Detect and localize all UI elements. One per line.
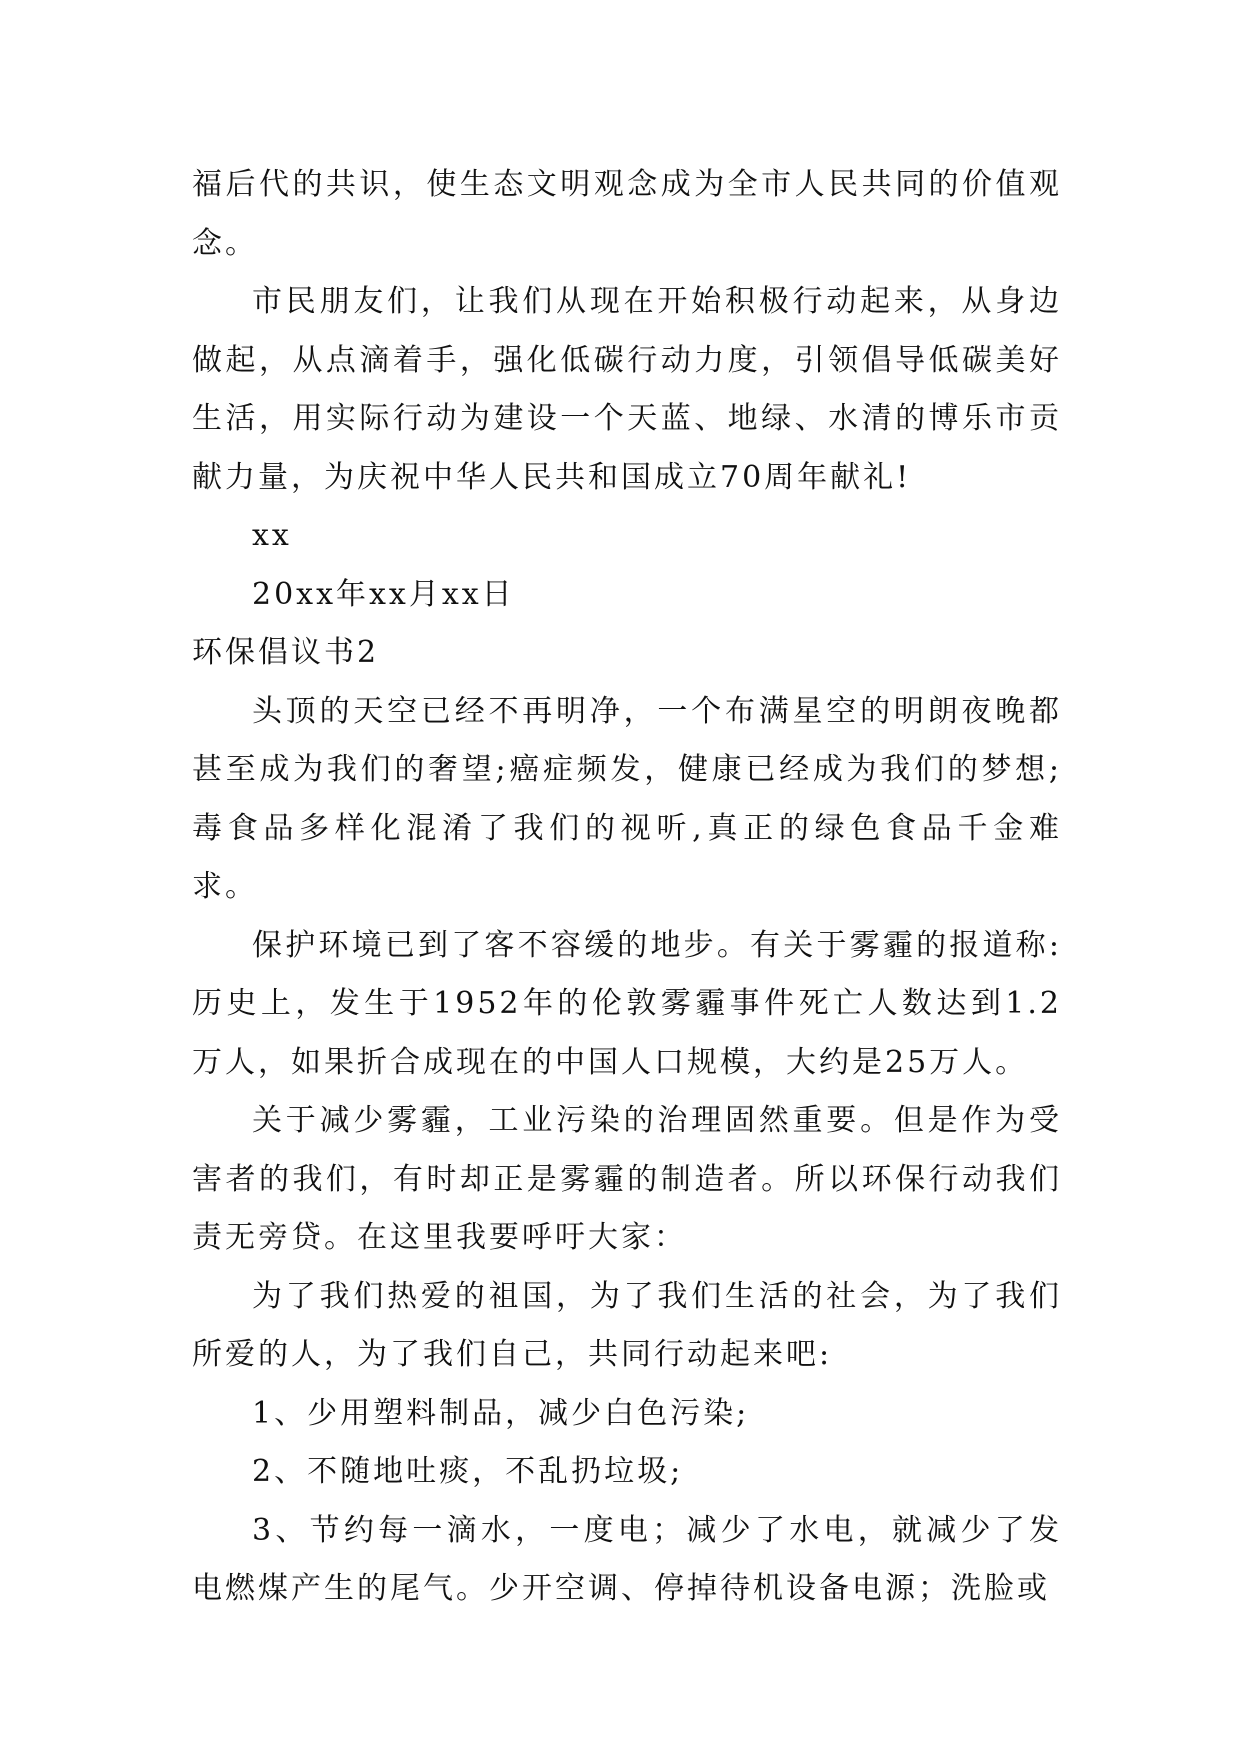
list-item-2: 2、不随地吐痰，不乱扔垃圾;	[252, 1454, 684, 1489]
signature-date: 20xx年xx月xx日	[252, 576, 515, 612]
paragraph-appeal: 市民朋友们，让我们从现在开始积极行动起来，从身边做起，从点滴着手，强化低碳行动力度，引领倡导低碳美好生活，用实际行动为建设一个天蓝、地绿、水清的博乐市贡献力量，为庆祝中华人民共和国成立70周年献礼!	[192, 284, 1062, 495]
paragraph-call-to-action: 为了我们热爱的祖国，为了我们生活的社会，为了我们所爱的人，为了我们自己，共同行动起来吧:	[192, 1278, 1062, 1372]
section-title: 环保倡议书2	[192, 635, 380, 670]
paragraph-smog-report: 保护环境已到了客不容缓的地步。有关于雾霾的报道称:历史上，发生于1952年的伦敦雾霾事件死亡人数达到1.2万人，如果折合成现在的中国人口规模，大约是25万人。	[192, 927, 1062, 1080]
list-item-3: 3、节约每一滴水，一度电；减少了水电，就减少了发电燃煤产生的尾气。少开空调、停掉待机设备电源；洗脸或	[192, 1512, 1062, 1606]
paragraph-reduce-smog: 关于减少雾霾，工业污染的治理固然重要。但是作为受害者的我们，有时却正是雾霾的制造者。所以环保行动我们责无旁贷。在这里我要呼吁大家：	[192, 1103, 1062, 1255]
signature-name: xx	[252, 518, 292, 553]
document-body	[192, 156, 1062, 1619]
list-item-1: 1、少用塑料制品，减少白色污染;	[252, 1395, 750, 1431]
paragraph-continued: 福后代的共识，使生态文明观念成为全市人民共同的价值观念。	[192, 167, 1062, 261]
paragraph-sky: 头顶的天空已经不再明净，一个布满星空的明朗夜晚都甚至成为我们的奢望;癌症频发，健康已经成为我们的梦想;毒食品多样化混淆了我们的视听,真正的绿色食品千金难求。	[192, 693, 1062, 904]
